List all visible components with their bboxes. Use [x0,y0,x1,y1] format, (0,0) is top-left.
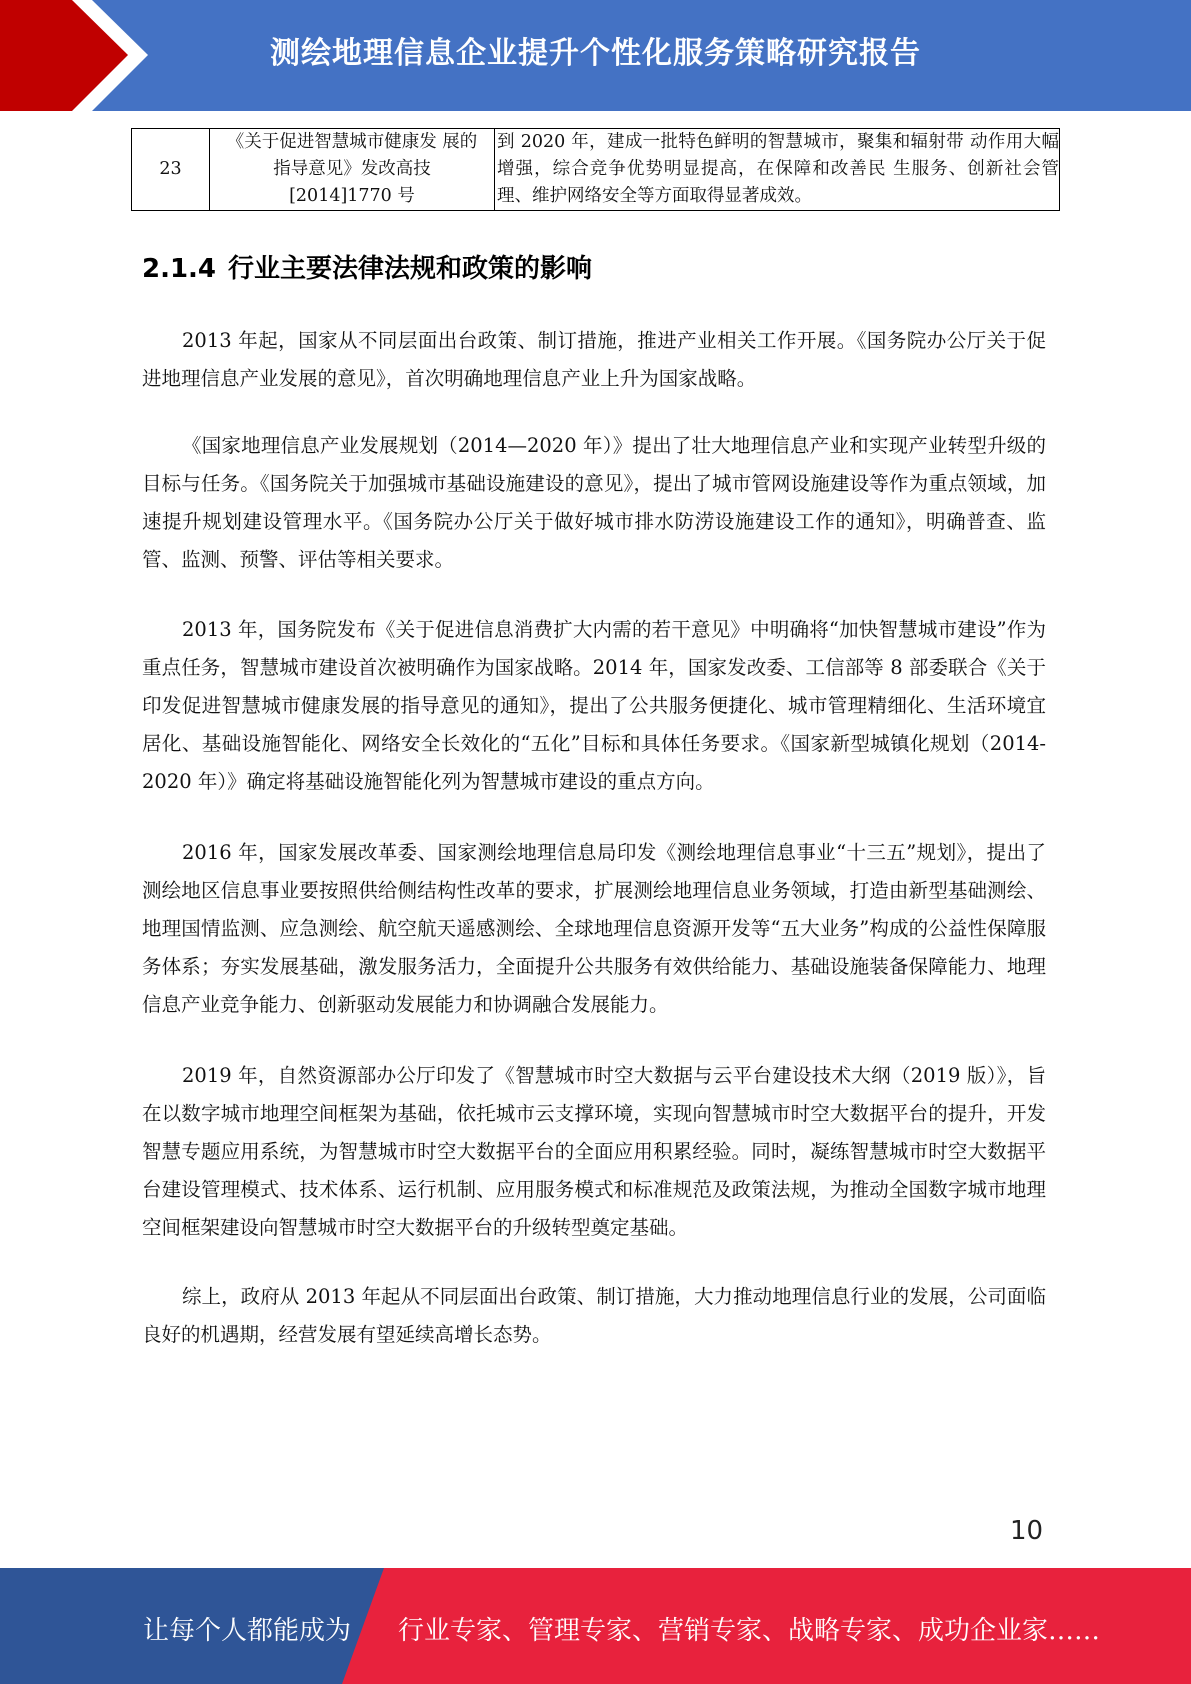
policy-table [131,128,1060,211]
policy-document-line: 《关于促进智慧城市健康发 展的 [226,132,478,152]
section-number: 2.1.4 [142,254,217,284]
body-paragraph: 2013 年起，国家从不同层面出台政策、制订措施，推进产业相关工作开展。《国务院办公厅关于促进地理信息产业发展的意见》，首次明确地理信息产业上升为国家战略。 [142,329,1046,390]
policy-document-line: [2014]1770 号 [289,186,415,204]
section-heading [142,248,592,285]
report-title: 测绘地理信息企业提升个性化服务策略研究报告 [270,36,921,71]
header-arrow-decoration [0,0,160,111]
body-paragraph: 综上，政府从 2013 年起从不同层面出台政策、制订措施，大力推动地理信息行业的发展，公司面临良好的机遇期，经营发展有望延续高增长态势。 [142,1285,1046,1346]
policy-description-cell: 到 2020 年，建成一批特色鲜明的智慧城市，聚集和辐射带 动作用大幅增强，综合竞争优势明显提高，在保障和改善民 生服务、创新社会管理、维护网络安全等方面取得显著成效。 [495,129,1060,211]
page-number: 10 [1010,1516,1044,1546]
footer-slogan-right: 行业专家、管理专家、营销专家、战略专家、成功企业家…… [398,1616,1101,1646]
page-footer [0,1568,1191,1684]
body-paragraph: 2013 年，国务院发布《关于促进信息消费扩大内需的若干意见》中明确将“加快智慧城市建设”作为重点任务，智慧城市建设首次被明确作为国家战略。2014 年，国家发改委、工信部等 8 部委联合《关于印发促进智慧城市健康发展的指导意见的通知》，提出了公共服务便捷化、城市管理精细化、生活环境宜居化、基础设施智能化、网络安全长效化的“五化”目标和具体任务要求。《国家新型城镇化规划（2014-2020 年）》确定将基础设施智能化列为智慧城市建设的重点方向。 [142,618,1046,793]
body-paragraph: 2019 年，自然资源部办公厅印发了《智慧城市时空大数据与云平台建设技术大纲（2019 版）》，旨在以数字城市地理空间框架为基础，依托城市云支撑环境，实现向智慧城市时空大数据平台的提升，开发智慧专题应用系统，为智慧城市时空大数据平台的全面应用积累经验。同时，凝练智慧城市时空大数据平台建设管理模式、技术体系、运行机制、应用服务模式和标准规范及政策法规，为推动全国数字城市地理空间框架建设向智慧城市时空大数据平台的升级转型奠定基础。 [142,1064,1046,1239]
table-row [132,129,1060,211]
row-number: 23 [132,129,210,211]
footer-slogan-left: 让每个人都能成为 [143,1616,352,1646]
policy-document-cell [210,129,495,211]
page-header [0,0,1191,111]
policy-document-line: 指导意见》发改高技 [273,159,431,179]
body-paragraph: 《国家地理信息产业发展规划（2014—2020 年）》提出了壮大地理信息产业和实现产业转型升级的目标与任务。《国务院关于加强城市基础设施建设的意见》，提出了城市管网设施建设等作为重点领域，加速提升规划建设管理水平。《国务院办公厅关于做好城市排水防涝设施建设工作的通知》，明确普查、监管、监测、预警、评估等相关要求。 [142,434,1046,571]
body-paragraph: 2016 年，国家发展改革委、国家测绘地理信息局印发《测绘地理信息事业“十三五”规划》，提出了测绘地区信息事业要按照供给侧结构性改革的要求，扩展测绘地理信息业务领域，打造由新型基础测绘、地理国情监测、应急测绘、航空航天遥感测绘、全球地理信息资源开发等“五大业务”构成的公益性保障服务体系；夯实发展基础，激发服务活力，全面提升公共服务有效供给能力、基础设施装备保障能力、地理信息产业竞争能力、创新驱动发展能力和协调融合发展能力。 [142,841,1046,1016]
section-title: 行业主要法律法规和政策的影响 [228,254,593,284]
